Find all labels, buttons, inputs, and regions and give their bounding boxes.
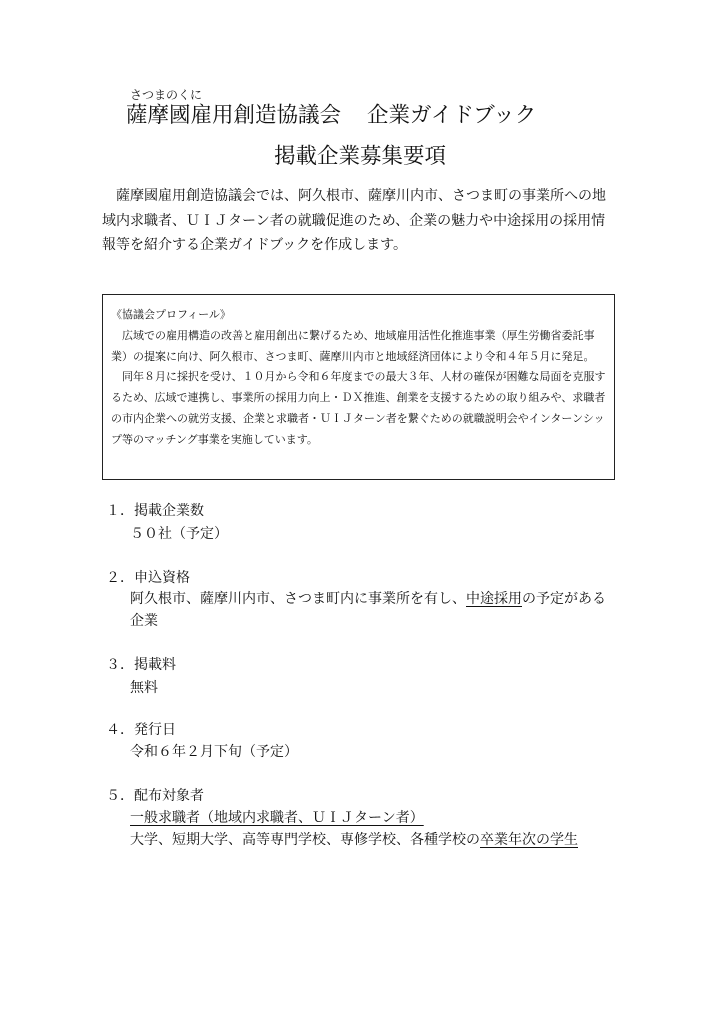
section-2-underlined-text: 中途採用 xyxy=(466,591,522,607)
section-3-heading: ３．掲載料 xyxy=(106,657,176,673)
council-profile-box xyxy=(102,294,615,480)
section-1-body: ５０社（予定） xyxy=(130,526,228,542)
section-5-line-2 xyxy=(130,829,578,849)
section-5-line-1: 一般求職者（地域内求職者、ＵＩＪターン者） xyxy=(130,810,424,826)
intro-paragraph: 薩摩國雇用創造協議会では、阿久根市、薩摩川内市、さつま町の事業所への地域内求職者、ＵＩＪターン者の就職促進のため、企業の魅力や中途採用の採用情報等を紹介する企業ガイドブックを作成します。 xyxy=(102,188,606,253)
section-2-heading: ２．申込資格 xyxy=(106,570,190,586)
section-1-heading: １．掲載企業数 xyxy=(106,503,204,519)
section-4-heading: ４．発行日 xyxy=(106,722,176,738)
title-organization: 薩摩國雇用創造協議会 xyxy=(126,103,342,128)
section-2-text-after: の予定がある企業 xyxy=(130,591,606,629)
profile-paragraph-1: 広域での雇用構造の改善と雇用創出に繋げるため、地域雇用活性化推進事業（厚生労働省委託事業）の提案に向け、阿久根市、さつま町、薩摩川内市と地域経済団体により令和４年５月に発足。 xyxy=(111,328,595,363)
title-furigana: さつまのくに xyxy=(130,88,203,102)
section-5-underlined-text: 卒業年次の学生 xyxy=(480,832,578,848)
section-4-body: 令和６年２月下旬（予定） xyxy=(130,744,298,760)
profile-heading: 《協議会プロフィール》 xyxy=(111,308,231,321)
profile-paragraph-2: 同年８月に採択を受け、１０月から令和６年度までの最大３年、人材の確保が困難な局面を克服するため、広域で連携し、事業所の採用力向上・ＤＸ推進、創業を支援するための取り組みや、求職者の市内企業への就労支援、企業と求職者・ＵＩＪターン者を繋ぐための就職説明会やインターンシップ等のマッチング事業を実施しています。 xyxy=(111,370,606,446)
page-title xyxy=(126,98,536,129)
section-3-body: 無料 xyxy=(130,680,158,696)
section-2-text-before: 阿久根市、薩摩川内市、さつま町内に事業所を有し、 xyxy=(130,591,466,607)
section-5-heading: ５．配布対象者 xyxy=(106,788,204,804)
title-document-name: 企業ガイドブック xyxy=(367,103,537,128)
page-subtitle: 掲載企業募集要項 xyxy=(273,144,446,169)
section-5-line-2-text: 大学、短期大学、高等専門学校、専修学校、各種学校の xyxy=(130,832,480,848)
section-2-body xyxy=(130,588,617,632)
